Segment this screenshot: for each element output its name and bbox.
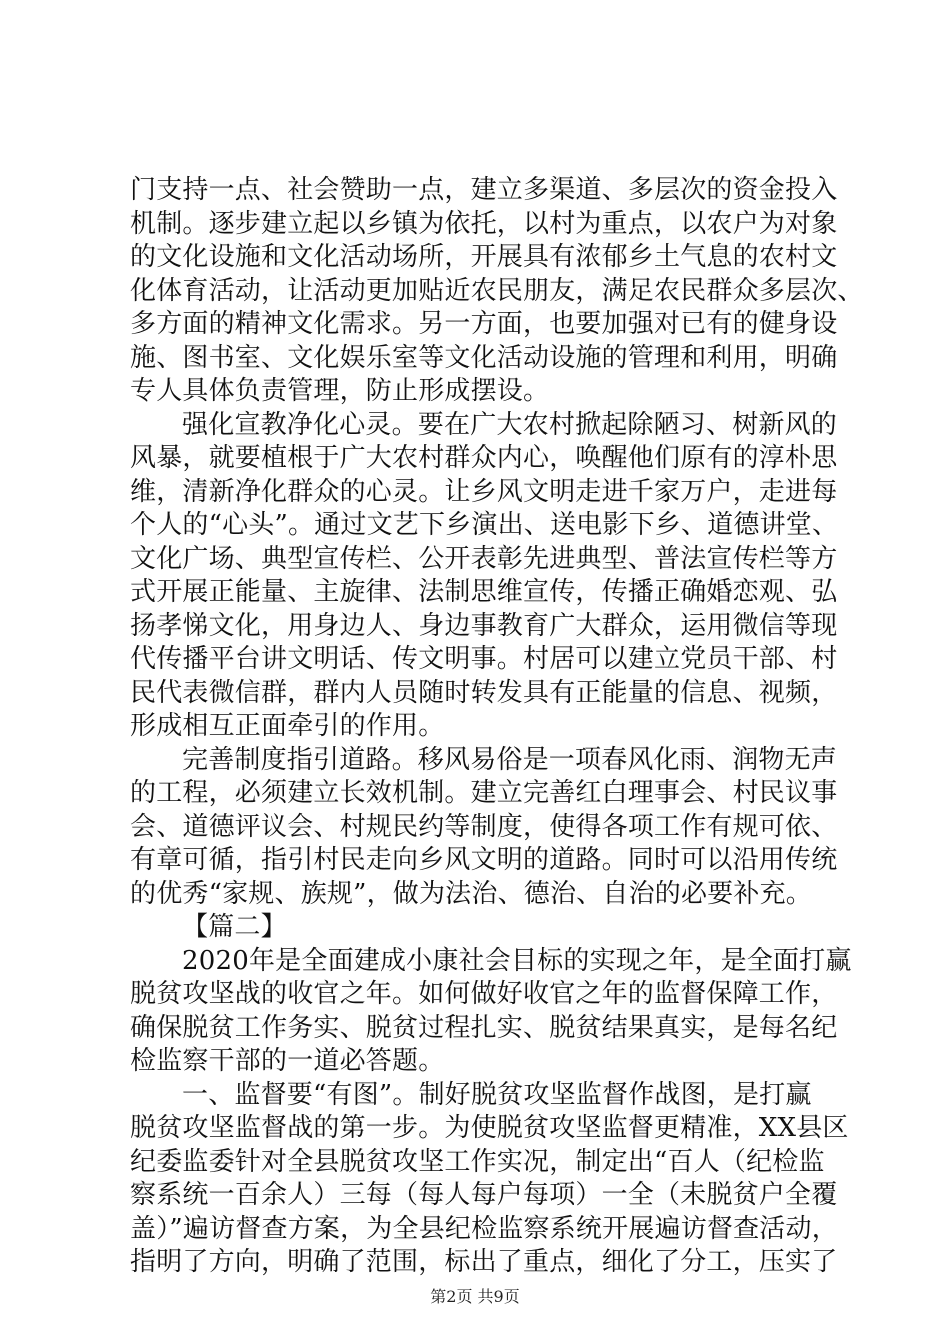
text-line: 纪委监委针对全县脱贫攻坚工作实况，制定出“百人（纪检监 [130, 1146, 825, 1177]
text-line: 式开展正能量、主旋律、法制思维宣传，传播正确婚恋观、弘 [130, 577, 838, 607]
text-line: 多方面的精神文化需求。另一方面，也要加强对已有的健身设 [130, 309, 838, 339]
text-line: 指明了方向，明确了范围，标出了重点，细化了分工，压实了 [130, 1247, 838, 1277]
text-line: 维，清新净化群众的心灵。让乡风文明走进千家万户，走进每 [130, 476, 838, 507]
text-line: 门支持一点、社会赞助一点，建立多渠道、多层次的资金投入 [130, 175, 838, 205]
text-line: 化体育活动，让活动更加贴近农民朋友，满足农民群众多层次、 [130, 275, 864, 306]
text-line: 形成相互正面牵引的作用。 [130, 711, 445, 741]
document-body [130, 174, 864, 1280]
text-line: 民代表微信群，群内人员随时转发具有正能量的信息、视频， [130, 677, 838, 708]
page-footer: 第2页 共9页 [430, 1287, 520, 1306]
text-line: 完善制度指引道路。移风易俗是一项春风化雨、润物无声 [182, 744, 838, 775]
text-line: 风暴，就要植根于广大农村群众内心，唤醒他们原有的淳朴思 [130, 443, 838, 473]
text-line: 检监察干部的一道必答题。 [130, 1046, 445, 1076]
text-line: 盖）”遍访督查方案，为全县纪检监察系统开展遍访督查活动， [130, 1213, 838, 1244]
text-line: 的优秀“家规、族规”，做为法治、德治、自治的必要补充。 [130, 878, 812, 909]
text-line: 扬孝悌文化，用身边人、身边事教育广大群众，运用微信等现 [130, 610, 838, 641]
text-line: 机制。逐步建立起以乡镇为依托，以村为重点，以农户为对象 [130, 208, 838, 239]
text-line: 强化宣教净化心灵。要在广大农村掀起除陋习、树新风的 [182, 409, 838, 440]
text-line: 个人的“心头”。通过文艺下乡演出、送电影下乡、道德讲堂、 [130, 510, 839, 540]
text-line: 的文化设施和文化活动场所，开展具有浓郁乡土气息的农村文 [130, 242, 838, 272]
text-line: 脱贫攻坚战的收官之年。如何做好收官之年的监督保障工作， [130, 979, 838, 1009]
text-line: 【篇二】 [182, 912, 287, 942]
text-line: 的工程，必须建立长效机制。建立完善红白理事会、村民议事 [130, 778, 838, 808]
text-line: 2020年是全面建成小康社会目标的实现之年，是全面打赢 [182, 945, 852, 976]
text-line: 施、图书室、文化娱乐室等文化活动设施的管理和利用，明确 [130, 342, 838, 373]
text-line: 代传播平台讲文明话、传文明事。村居可以建立党员干部、村 [130, 644, 838, 674]
text-line: 有章可循，指引村民走向乡风文明的道路。同时可以沿用传统 [130, 845, 838, 875]
text-line: 专人具体负责管理，防止形成摆设。 [130, 376, 550, 406]
text-line: 脱贫攻坚监督战的第一步。为使脱贫攻坚监督更精准，XX县区 [130, 1113, 849, 1143]
text-line: 一、监督要“有图”。制好脱贫攻坚监督作战图，是打赢 [182, 1079, 812, 1110]
text-line: 察系统一百余人）三每（每人每户每项）一全（未脱贫户全覆 [130, 1180, 838, 1210]
text-line: 文化广场、典型宣传栏、公开表彰先进典型、普法宣传栏等方 [130, 543, 838, 574]
text-line: 确保脱贫工作务实、脱贫过程扎实、脱贫结果真实，是每名纪 [130, 1012, 838, 1043]
text-line: 会、道德评议会、村规民约等制度，使得各项工作有规可依、 [130, 811, 838, 842]
